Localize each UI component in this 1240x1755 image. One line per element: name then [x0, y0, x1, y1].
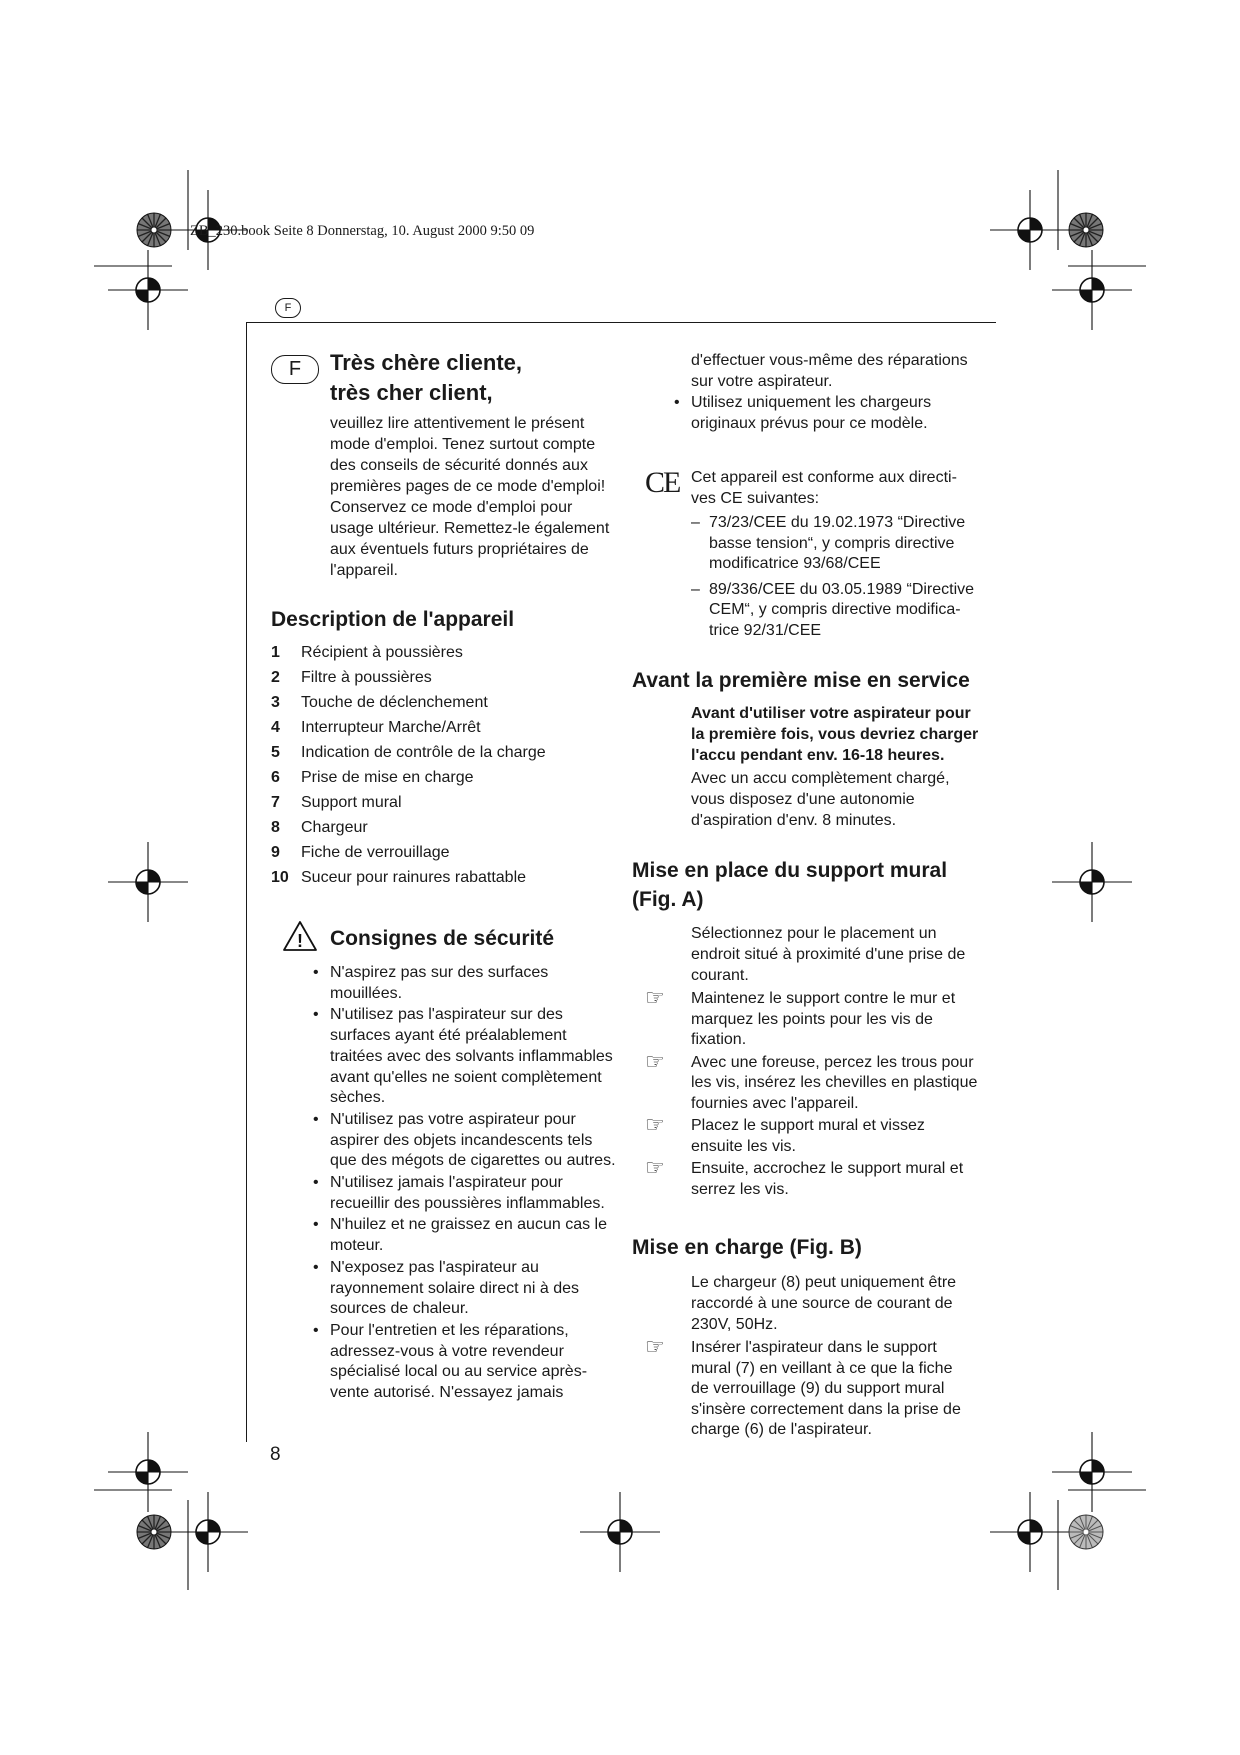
warning-triangle-icon	[282, 920, 318, 952]
print-header: ZB_230.book Seite 8 Donnerstag, 10. August 2000 9:50 09	[190, 223, 535, 239]
ce-directives	[691, 513, 1011, 646]
instruction-step: ☞ Ensuite, accrochez le support mural et serrez les vis.	[645, 1155, 964, 1198]
pointing-hand-icon: ☞	[645, 1048, 665, 1074]
registration-mark-icon	[108, 250, 188, 330]
safety-list	[311, 963, 631, 1405]
instruction-step: ☞ Placez le support mural et vissez ensuite les vis.	[645, 1112, 925, 1155]
list-item: 3 Touche de déclenchement	[271, 694, 488, 711]
pointing-hand-icon: ☞	[645, 1155, 665, 1180]
svg-text:!: !	[297, 931, 303, 951]
list-item: • N'aspirez pas sur des surfaces mouillées.	[311, 963, 631, 1004]
pointing-hand-icon: ☞	[645, 1112, 665, 1137]
greeting-title: Très chère cliente, très cher client,	[330, 350, 522, 405]
instruction-step: ☞ Maintenez le support contre le mur et marquez les points pour les vis de fixation.	[645, 985, 956, 1048]
language-badge: F	[275, 298, 301, 318]
safety-heading: Consignes de sécurité	[330, 927, 555, 950]
color-wheel-icon	[137, 213, 171, 247]
top-rule	[246, 322, 996, 323]
list-item: 8 Chargeur	[271, 819, 368, 836]
parts-list	[271, 640, 601, 890]
list-item: • N'huilez et ne graissez en aucun cas le moteur.	[311, 1215, 631, 1256]
first-use-heading: Avant la première mise en service	[632, 669, 970, 692]
safety-list-continued	[672, 393, 1002, 435]
instruction-step: ☞ Insérer l'aspirateur dans le support mural (7) en veillant à ce que la fiche de verrouillage (9) du support mural s'insère correctement dans la prise de charge (6) de l'aspirateur.	[645, 1334, 961, 1438]
safety-continued: d'effectuer vous-même des réparations sur votre aspirateur.	[691, 352, 968, 390]
list-item: 2 Filtre à poussières	[271, 669, 432, 686]
registration-mark-icon	[1052, 1432, 1132, 1512]
list-item: – 89/336/CEE du 03.05.1989 “Directive CEM“, y compris directive modifica- trice 92/31/CEE	[691, 580, 1011, 642]
instruction-step: ☞ Avec une foreuse, percez les trous pour les vis, insérez les chevilles en plastique fournies avec l'appareil.	[645, 1048, 978, 1112]
ce-intro: Cet appareil est conforme aux directi- ves CE suivantes:	[691, 469, 957, 507]
registration-mark-icon	[108, 1432, 188, 1512]
language-badge-large: F	[271, 355, 319, 384]
wall-mount-heading: Mise en place du support mural (Fig. A)	[632, 859, 948, 911]
list-item: – 73/23/CEE du 19.02.1973 “Directive basse tension“, y compris directive modificatrice 93/68/CEE	[691, 513, 1011, 575]
list-item: • N'exposez pas l'aspirateur au rayonnement solaire direct ni à des sources de chaleur.	[311, 1258, 631, 1320]
wall-mount-section: Sélectionnez pour le placement un endroit situé à proximité d'une prise de courant. ☞ Maintenez le support contre le mur et marquez les points pour les vis de fixation. ☞ Avec une foreuse, percez les trous pour les vis, insérez les chevilles en plastique fournies avec l'appareil. ☞ Placez le support mural et vissez ensuite les vis. ☞ Ensuite, accrochez le support mural et serrez les vis.	[691, 923, 1016, 1202]
list-item: 7 Support mural	[271, 794, 402, 811]
list-item: • N'utilisez pas l'aspirateur sur des surfaces ayant été préalablement traitées avec des solvants inflammables avant qu'elles ne soient complètement sèches.	[311, 1005, 631, 1109]
left-rule	[246, 322, 247, 1442]
pointing-hand-icon: ☞	[645, 1334, 665, 1359]
registration-mark-icon	[108, 842, 188, 922]
page-number: 8	[270, 1444, 281, 1465]
color-wheel-icon	[1069, 213, 1103, 247]
list-item: • Pour l'entretien et les réparations, adressez-vous à votre revendeur spécialisé local ou au service après- vente autorisé. N'essayez jamais	[311, 1321, 631, 1404]
registration-mark-icon	[168, 1492, 248, 1572]
list-item: • N'utilisez jamais l'aspirateur pour recueillir des poussières inflammables.	[311, 1173, 631, 1214]
list-item: 6 Prise de mise en charge	[271, 769, 474, 786]
registration-mark-icon	[580, 1492, 660, 1572]
description-heading: Description de l'appareil	[271, 608, 515, 631]
list-item: 9 Fiche de verrouillage	[271, 844, 450, 861]
ce-mark-icon: CE	[645, 466, 680, 499]
list-item: 10 Suceur pour rainures rabattable	[271, 869, 527, 886]
list-item: 1 Récipient à poussières	[271, 644, 463, 661]
first-use-text: Avant d'utiliser votre aspirateur pour la première fois, vous devriez charger l'accu pendant env. 16-18 heures. Avec un accu complètement chargé, vous disposez d'une autonomie d'aspiration d'env. 8 minutes.	[691, 705, 979, 829]
list-item: • Utilisez uniquement les chargeurs originaux prévus pour ce modèle.	[672, 393, 1002, 434]
pointing-hand-icon: ☞	[645, 985, 665, 1010]
registration-mark-icon	[1052, 842, 1132, 922]
charging-heading: Mise en charge (Fig. B)	[632, 1236, 862, 1259]
list-item: 5 Indication de contrôle de la charge	[271, 744, 546, 761]
color-wheel-icon	[1069, 1515, 1103, 1549]
registration-mark-icon	[1052, 250, 1132, 330]
list-item: • N'utilisez pas votre aspirateur pour aspirer des objets incandescents tels que des mégots de cigarettes ou autres.	[311, 1110, 631, 1172]
charging-section: Le chargeur (8) peut uniquement être raccordé à une source de courant de 230V, 50Hz. ☞ Insérer l'aspirateur dans le support mural (7) en veillant à ce que la fiche de verrouillage (9) du support mural s'insère correctement dans la prise de charge (6) de l'aspirateur.	[691, 1272, 1016, 1443]
color-wheel-icon	[137, 1515, 171, 1549]
greeting-text: veuillez lire attentivement le présent mode d'emploi. Tenez surtout compte des conseils de sécurité donnés aux premières pages de ce mode d'emploi! Conservez ce mode d'emploi pour usage ultérieur. Remettez-le également aux éventuels futurs propriétaires de l'appareil.	[330, 415, 610, 579]
list-item: 4 Interrupteur Marche/Arrêt	[271, 719, 481, 736]
